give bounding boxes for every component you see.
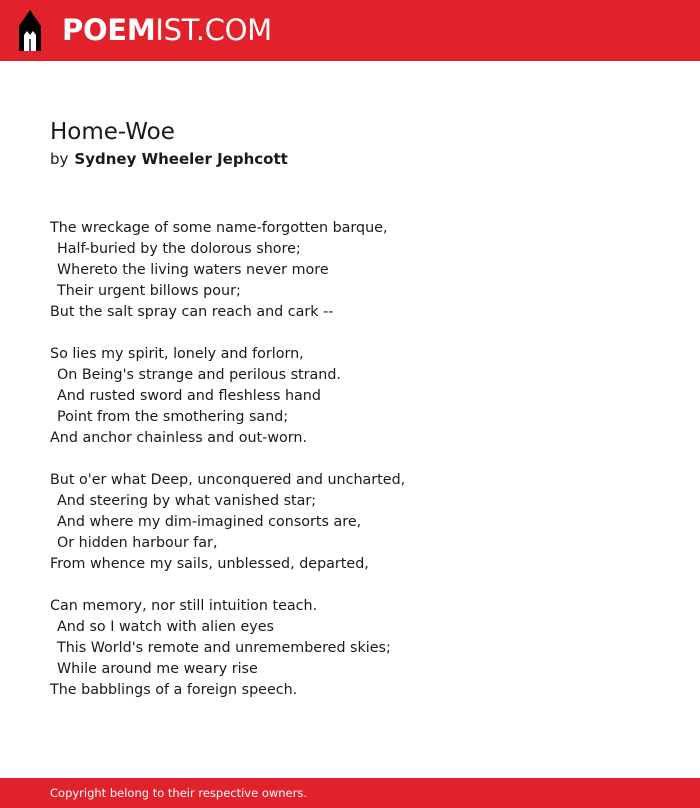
poem-line: While around me weary rise	[57, 661, 258, 677]
poem-line: Point from the smothering sand;	[57, 409, 289, 425]
poem-line: Or hidden harbour far,	[57, 535, 218, 551]
poem-body	[50, 218, 650, 722]
poem-line: Half-buried by the dolorous shore;	[57, 241, 301, 257]
logo-text-bold: POEM	[62, 13, 156, 47]
poem-line: And steering by what vanished star;	[57, 493, 317, 509]
poem-line: But o'er what Deep, unconquered and uncharted,	[50, 472, 406, 488]
poem-line: This World's remote and unremembered skies;	[57, 640, 391, 656]
by-label: by	[50, 150, 69, 168]
logo-text-light: IST.COM	[155, 13, 272, 47]
stanza	[50, 344, 650, 449]
poem-line: And where my dim-imagined consorts are,	[57, 514, 362, 530]
poem-line: But the salt spray can reach and cark --	[50, 304, 334, 320]
poem-line: On Being's strange and perilous strand.	[57, 367, 341, 383]
poem-line: And rusted sword and fleshless hand	[57, 388, 321, 404]
poem-line: Their urgent billows pour;	[57, 283, 241, 299]
byline	[50, 149, 288, 169]
site-footer	[0, 778, 700, 808]
poem-line: And so I watch with alien eyes	[57, 619, 274, 635]
poem-line: Can memory, nor still intuition teach.	[50, 598, 318, 614]
site-header	[0, 0, 700, 61]
stanza	[50, 218, 650, 323]
poem-line: And anchor chainless and out-worn.	[50, 430, 307, 446]
copyright-notice: Copyright belong to their respective owners.	[50, 786, 308, 800]
author-name: Sydney Wheeler Jephcott	[74, 150, 288, 168]
pencil-icon[interactable]	[18, 10, 42, 51]
poem-title: Home-Woe	[50, 119, 175, 145]
stanza	[50, 596, 650, 701]
poem-line: The babblings of a foreign speech.	[50, 682, 298, 698]
poem-line: Whereto the living waters never more	[57, 262, 329, 278]
poem-line: The wreckage of some name-forgotten barque,	[50, 220, 388, 236]
poem-line: So lies my spirit, lonely and forlorn,	[50, 346, 304, 362]
site-logo[interactable]	[62, 12, 272, 48]
poem-line: From whence my sails, unblessed, departed,	[50, 556, 369, 572]
stanza	[50, 470, 650, 575]
